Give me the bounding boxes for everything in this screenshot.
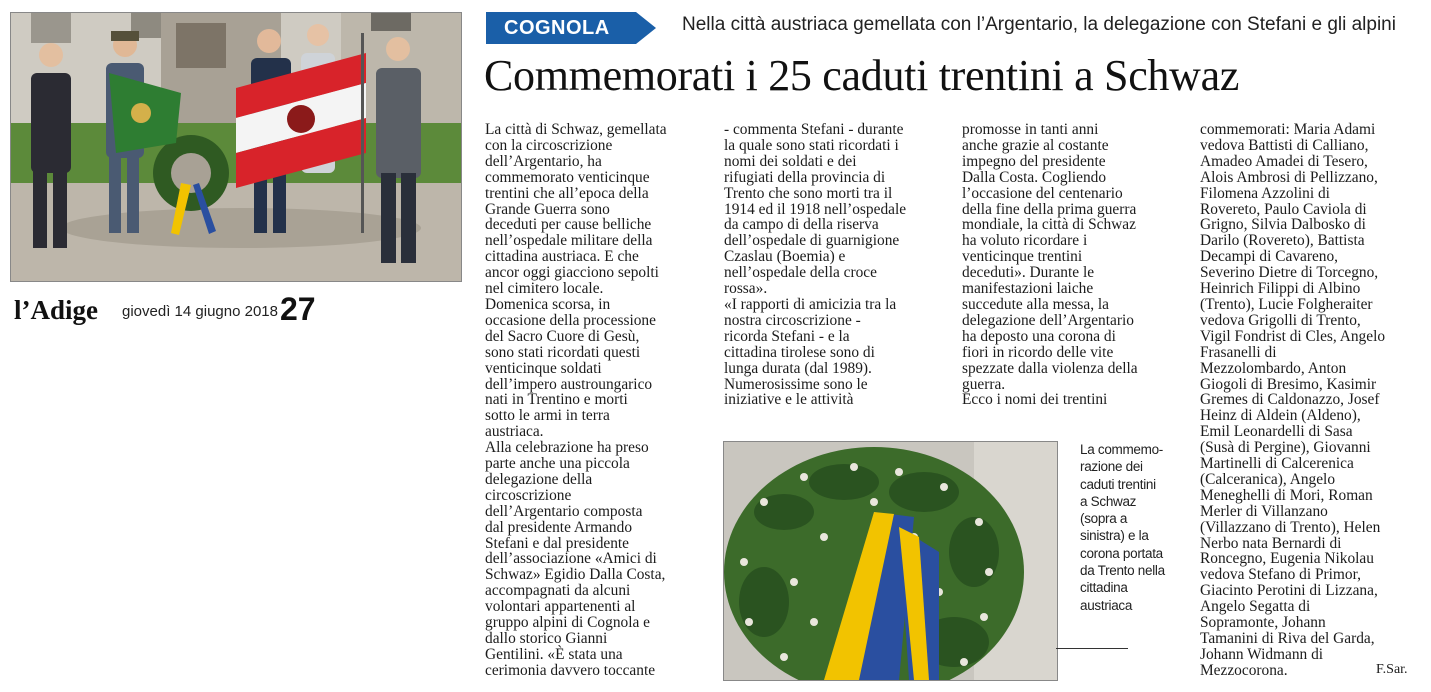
wreath-photo bbox=[723, 441, 1058, 681]
article-text-col3: promosse in tanti anni anche grazie al costante impegno del presidente Dalla Costa. Cogliendo l’occasione del centenario della fine della prima guerra mondiale, la città di Schwaz ha voluto ricordare i venticinque trentini deceduti». Durante le manifestazioni laiche succedute alla messa, la delegazione dell’Argentario ha deposto una corona di fiori in ricordo delle vite spezzate dalla violenza della guerra. Ecco i nomi dei trentini bbox=[962, 121, 1138, 409]
article-text-col2: - commenta Stefani - durante la quale sono stati ricordati i nomi dei soldati e dei rifugiati della provincia di Trento che sono morti tra il 1914 ed il 1918 nell’ospedale da campo di della riserva dell’ospedale di guarnigione Czaslau (Boemia) e nell’ospedale della croce rossa». «I rapporti di amicizia tra la nostra circoscrizione - ricorda Stefani - e la cittadina tirolese sono di lunga durata (dal 1989). Numerosissime sono le iniziative e le attività bbox=[724, 121, 907, 409]
issue-date: giovedì 14 giugno 2018 bbox=[122, 303, 278, 320]
article-column-3 bbox=[962, 122, 1194, 408]
article-column-4 bbox=[1200, 122, 1426, 679]
subheadline: Nella città austriaca gemellata con l’Argentario, la delegazione con Stefani e gli alpini bbox=[682, 14, 1396, 35]
section-tag-label: COGNOLA bbox=[504, 17, 610, 39]
headline: Commemorati i 25 caduti trentini a Schwaz bbox=[484, 51, 1240, 100]
article-text-col4: commemorati: Maria Adami vedova Battisti di Calliano, Amadeo Amadei di Tesero, Alois Ambrosi di Pellizzano, Filomena Azzolini di Rovereto, Paulo Caviola di Grigno, Silvia Dalbosko di Darilo (Rovereto), Battista Decampi di Cavareno, Severino Dietre di Torcegno, Heinrich Filippi di Albino (Trento), Lucie Folgheraiter vedova Grigolli di Trento, Vigil Fondrist di Cles, Angelo Frasanelli di Mezzolombardo, Anton Giogoli di Bresimo, Kasimir Gremes di Caldonazzo, Josef Heinz di Aldein (Aldeno), Emil Leonardelli di Sasa (Susà di Pergine), Giovanni Martinelli di Calcerenica (Calceranica), Angelo Meneghelli di Mori, Roman Merler di Villanzano (Villazzano di Trento), Helen Nerbo nata Bernardi di Roncegno, Eugenia Nikolau vedova Stefano di Primor, Giacinto Perotini di Lizzana, Angelo Segatta di Sopramonte, Johann Tamanini di Riva del Garda, Johann Widmann di Mezzocorona. bbox=[1200, 121, 1386, 679]
article-column-2 bbox=[724, 122, 956, 408]
author-signature: F.Sar. bbox=[1376, 662, 1408, 677]
photo-caption: La commemo- razione dei caduti trentini a Schwaz (sopra a sinistra) e la corona portata da Trento nella cittadina austriaca bbox=[1080, 442, 1165, 613]
page-number: 27 bbox=[280, 291, 316, 327]
caption-pointer-line bbox=[1056, 648, 1128, 649]
article-column-1 bbox=[485, 122, 717, 679]
masthead bbox=[12, 293, 452, 333]
wreath-photo-illustration bbox=[724, 442, 1057, 680]
article-text-col1: La città di Schwaz, gemellata con la circoscrizione dell’Argentario, ha commemorato venticinque trentini che all’epoca della Grande Guerra sono deceduti per cause belliche nell’ospedale militare della cittadina austriaca. E che ancor oggi giacciono sepolti nel cimitero locale. Domenica scorsa, in occasione della processione del Sacro Cuore di Gesù, sono stati ricordati questi venticinque soldati dell’impero austroungarico nati in Trentino e morti sotto le armi in terra austriaca. Alla celebrazione ha preso parte anche una piccola delegazione della circoscrizione dell’Argentario composta dal presidente Armando Stefani e dal presidente dell’associazione «Amici di Schwaz» Egidio Dalla Costa, accompagnati da alcuni volontari appartenenti al gruppo alpini di Cognola e dallo storico Gianni Gentilini. «È stata una cerimonia davvero toccante bbox=[485, 121, 667, 679]
newspaper-logo: l’Adige bbox=[14, 295, 98, 325]
delegation-photo bbox=[10, 12, 462, 282]
delegation-photo-illustration bbox=[11, 13, 461, 281]
section-tag bbox=[486, 12, 658, 44]
